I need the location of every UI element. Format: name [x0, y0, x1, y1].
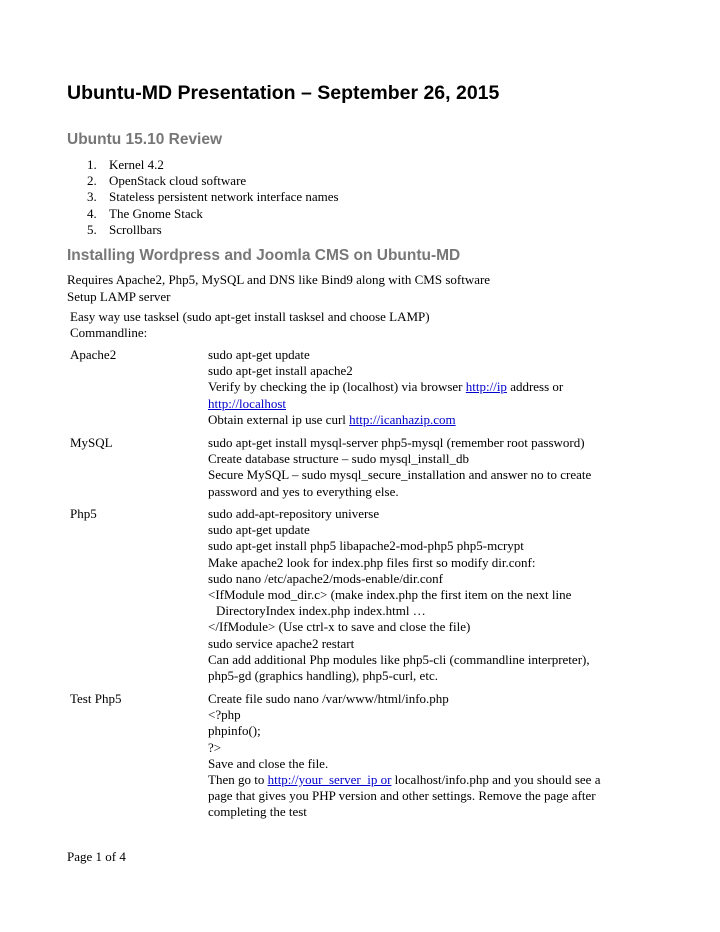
step-line: Make apache2 look for index.php files first so modify dir.conf: — [208, 554, 536, 570]
step-line — [208, 396, 648, 412]
step-line: <IfModule mod_dir.c> (make index.php the first item on the next line — [208, 587, 572, 603]
test-php-label: Test Php5 — [70, 691, 122, 706]
easy-way-text: Easy way use tasksel (sudo apt-get install tasksel and choose LAMP) — [70, 309, 430, 324]
document-title: Ubuntu-MD Presentation – September 26, 2015 — [67, 82, 500, 104]
step-line: sudo apt-get install apache2 — [208, 363, 353, 379]
step-line: DirectoryIndex index.php index.html … — [216, 603, 426, 619]
step-line: sudo service apache2 restart — [208, 635, 355, 651]
test-php-steps — [208, 691, 648, 821]
list-item: 5. Scrollbars — [87, 221, 162, 237]
step-line: completing the test — [208, 804, 307, 820]
step-line: php5-gd (graphics handling), php5-curl, etc. — [208, 668, 438, 684]
requires-text: Requires Apache2, Php5, MySQL and DNS like Bind9 along with CMS software — [67, 272, 491, 287]
commandline-text: Commandline: — [70, 325, 148, 340]
step-line: Can add additional Php modules like php5-cli (commandline interpreter), — [208, 651, 590, 667]
mysql-label: MySQL — [70, 435, 113, 450]
list-item: 4. The Gnome Stack — [87, 205, 203, 221]
step-line: Verify by checking the ip (localhost) via browser http://ip address or — [208, 379, 564, 395]
localhost-link[interactable]: http://localhost — [208, 395, 286, 411]
step-line: sudo add-apt-repository universe — [208, 506, 380, 521]
step-line: phpinfo(); — [208, 723, 261, 739]
step-line: ?> — [208, 739, 222, 755]
step-line: sudo nano /etc/apache2/mods-enable/dir.conf — [208, 570, 444, 586]
php-label: Php5 — [70, 506, 97, 521]
step-line: Secure MySQL – sudo mysql_secure_installation and answer no to create — [208, 467, 592, 483]
step-line: sudo apt-get update — [208, 347, 310, 362]
install-heading: Installing Wordpress and Joomla CMS on Ubuntu-MD — [67, 247, 461, 264]
setup-text: Setup LAMP server — [67, 289, 171, 304]
step-line: Save and close the file. — [208, 755, 329, 771]
step-line: password and yes to everything else. — [208, 483, 399, 499]
list-item: 2. OpenStack cloud software — [87, 173, 247, 189]
list-item: 3. Stateless persistent network interface names — [87, 189, 339, 205]
step-line: Then go to http://your_server_ip or localhost/info.php and you should see a — [208, 772, 601, 788]
step-line: </IfModule> (Use ctrl-x to save and close the file) — [208, 619, 471, 635]
review-list — [67, 157, 339, 238]
step-line: sudo apt-get install mysql-server php5-mysql (remember root password) — [208, 435, 585, 450]
server-ip-link[interactable]: http://your_server_ip or — [267, 772, 392, 788]
list-item: 1. Kernel 4.2 — [87, 157, 164, 172]
review-heading: Ubuntu 15.10 Review — [67, 131, 223, 148]
step-line: <?php — [208, 707, 241, 723]
php-steps — [208, 506, 648, 684]
mysql-steps — [208, 435, 648, 500]
step-line: sudo apt-get update — [208, 522, 310, 538]
step-line: Create file sudo nano /var/www/html/info.php — [208, 691, 449, 706]
apache-steps — [208, 347, 648, 428]
icanhazip-link[interactable]: http://icanhazip.com — [349, 411, 456, 427]
step-line: Create database structure – sudo mysql_install_db — [208, 451, 470, 467]
page-footer: Page 1 of 4 — [67, 849, 126, 864]
ip-link[interactable]: http://ip — [465, 379, 507, 395]
step-line: page that gives you PHP version and other settings. Remove the page after — [208, 788, 596, 804]
step-line: Obtain external ip use curl http://icanhazip.com — [208, 411, 456, 427]
apache-label: Apache2 — [70, 347, 117, 362]
step-line: sudo apt-get install php5 libapache2-mod-php5 php5-mcrypt — [208, 538, 524, 554]
